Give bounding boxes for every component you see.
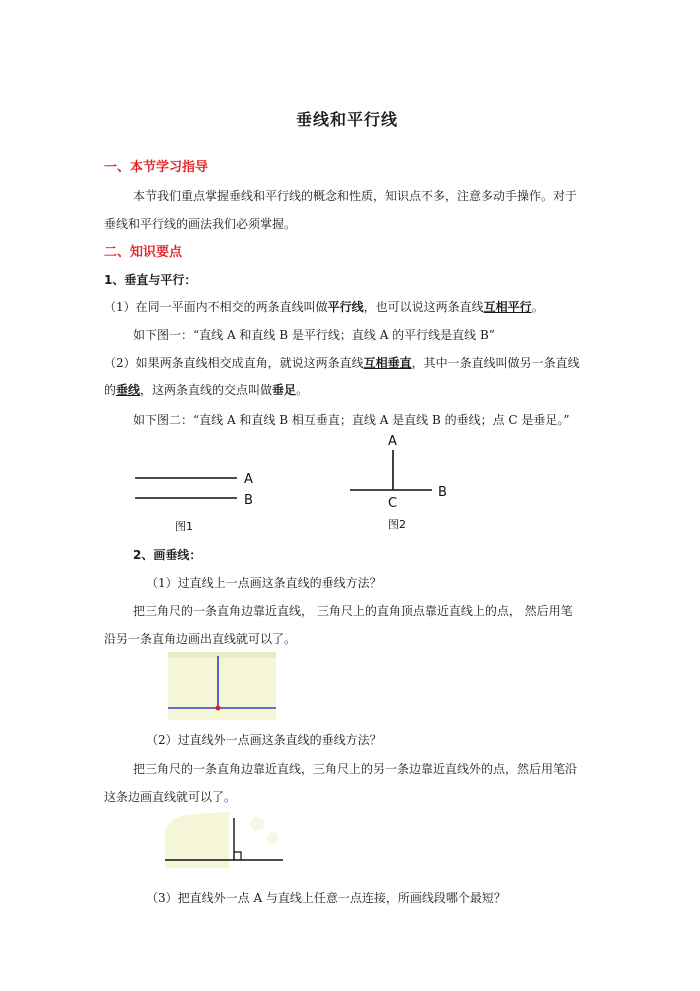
figure1-caption: 图1 xyxy=(175,520,193,533)
light-spot-1 xyxy=(250,817,264,831)
term-parallel-lines: 平行线 xyxy=(327,300,364,314)
section-heading-key-points: 二、知识要点 xyxy=(104,245,183,260)
light-spot-2 xyxy=(267,832,279,844)
perpendicular-definition-line2 xyxy=(104,381,308,398)
image-perpendicular-through-point-on-line xyxy=(168,652,276,720)
study-guide-paragraph-line1: 本节我们重点掌握垂线和平行线的概念和性质，知识点不多，注意多动手操作。对于 xyxy=(133,189,578,203)
parallel-definition-part1: （1）在同一平面内不相交的两条直线叫做 xyxy=(104,300,328,314)
term-foot-of-perpendicular: 垂足 xyxy=(272,383,297,397)
set-square-shadow xyxy=(168,652,276,658)
question1-answer-line2: 沿另一条直角边画出直线就可以了。 xyxy=(104,632,297,646)
image-perpendicular-through-point-outside-line xyxy=(165,808,283,868)
term-perpendicular-line: 垂线 xyxy=(116,383,141,397)
figure2-label-b: B xyxy=(438,485,447,500)
term-mutually-perpendicular: 互相垂直 xyxy=(363,356,412,370)
page-title: 垂线和平行线 xyxy=(296,110,399,129)
section-heading-study-guide: 一、本节学习指导 xyxy=(104,160,209,175)
subheading-perpendicular-parallel: 1、垂直与平行： xyxy=(104,273,197,287)
term-mutually-parallel: 互相平行 xyxy=(483,300,532,314)
figure1-label-a: A xyxy=(244,472,253,487)
study-guide-paragraph-line2: 垂线和平行线的画法我们必须掌握。 xyxy=(104,217,297,231)
image1-point xyxy=(216,706,221,711)
parallel-definition xyxy=(104,298,544,315)
question2: （2）过直线外一点画这条直线的垂线方法？ xyxy=(146,733,382,747)
right-angle-mark xyxy=(234,852,241,860)
figure2-perpendicular-lines xyxy=(340,428,470,536)
set-square-background xyxy=(168,652,276,720)
question1-answer-line1: 把三角尺的一条直角边靠近直线， 三角尺上的直角顶点靠近直线上的点， 然后用笔 xyxy=(133,604,573,618)
perpendicular-definition-part3: 的 xyxy=(104,383,117,397)
figure2-label-a: A xyxy=(388,434,397,449)
question1: （1）过直线上一点画这条直线的垂线方法？ xyxy=(146,576,382,590)
question2-answer-line2: 这条边画直线就可以了。 xyxy=(104,790,237,804)
question2-answer-line1: 把三角尺的一条直角边靠近直线，三角尺上的另一条边靠近直线外的点，然后用笔沿 xyxy=(133,762,578,776)
figure1-parallel-lines xyxy=(125,460,275,535)
figure2-caption: 图2 xyxy=(388,518,406,531)
perpendicular-definition-end: 。 xyxy=(296,383,309,397)
question3: （3）把直线外一点 A 与直线上任意一点连接，所画线段哪个最短？ xyxy=(146,891,506,905)
perpendicular-definition-part1: （2）如果两条直线相交成直角，就说这两条直线 xyxy=(104,356,364,370)
subheading-draw-perpendicular: 2、画垂线： xyxy=(133,548,202,562)
parallel-definition-part2: ，也可以说这两条直线 xyxy=(363,300,484,314)
perpendicular-definition-part2: ，其中一条直线叫做另一条直线 xyxy=(411,356,580,370)
example-figure1-text: 如下图一：“直线 A 和直线 B 是平行线；直线 A 的平行线是直线 B” xyxy=(133,328,495,342)
example-figure2-text: 如下图二：“直线 A 和直线 B 相互垂直；直线 A 是直线 B 的垂线；点 C 是垂足。” xyxy=(133,413,570,427)
figure2-label-c: C xyxy=(388,496,398,511)
parallel-definition-end: 。 xyxy=(531,300,544,314)
perpendicular-definition-line1 xyxy=(104,354,580,371)
perpendicular-definition-part4: ，这两条直线的交点叫做 xyxy=(140,383,273,397)
figure1-label-b: B xyxy=(244,493,253,508)
